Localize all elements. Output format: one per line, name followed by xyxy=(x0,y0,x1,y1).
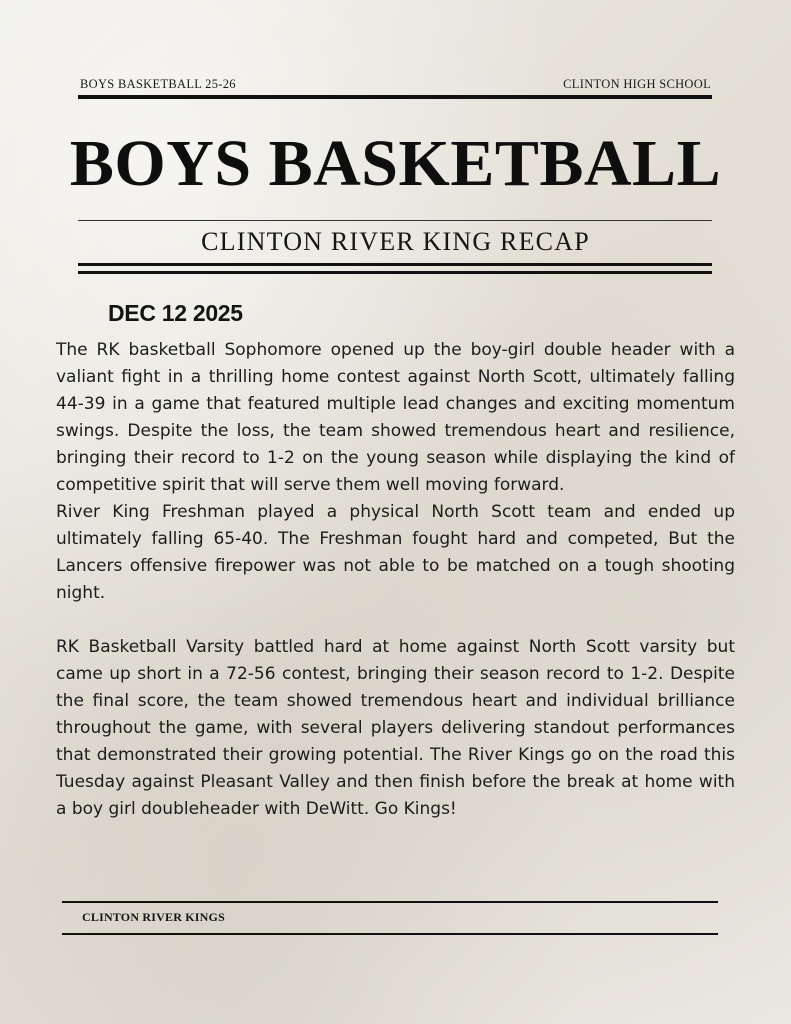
footer-rule-bottom xyxy=(62,933,718,935)
page-subtitle: CLINTON RIVER KING RECAP xyxy=(201,227,590,256)
paragraph-varsity: RK Basketball Varsity battled hard at home against North Scott varsity but came up short in a 72-56 contest, bringing their season record to 1-2. Despite the final score, the team showed tremendous heart and individual brilliance throughout the game, with several players delivering standout performances that demonstrated their growing potential. The River Kings go on the road this Tuesday against Pleasant Valley and then finish before the break at home with a boy girl doubleheader with DeWitt. Go Kings! xyxy=(56,637,735,819)
title-divider xyxy=(78,220,712,221)
page-title: BOYS BASKETBALL xyxy=(69,127,722,200)
article-body xyxy=(56,337,735,823)
header-rule xyxy=(78,95,712,99)
footer-rule-top xyxy=(62,901,718,903)
subtitle-rule-top xyxy=(78,263,712,266)
footer-label: CLINTON RIVER KINGS xyxy=(82,910,225,924)
season-label: BOYS BASKETBALL 25-26 xyxy=(80,77,236,91)
subtitle-rule-bottom xyxy=(78,271,712,274)
paragraph-sophomore: The RK basketball Sophomore opened up the boy-girl double header with a valiant fight in a thrilling home contest against North Scott, ultimately falling 44-39 in a game that featured multiple lead changes and exciting momentum swings. Despite the loss, the team showed tremendous heart and resilience, bringing their record to 1-2 on the young season while displaying the kind of competitive spirit that will serve them well moving forward. xyxy=(56,340,735,495)
paragraph-freshman: River King Freshman played a physical North Scott team and ended up ultimately falling 65-40. The Freshman fought hard and competed, But the Lancers offensive firepower was not able to be matched on a tough shooting night. xyxy=(56,502,735,603)
school-label: CLINTON HIGH SCHOOL xyxy=(563,77,711,91)
article-date: DEC 12 2025 xyxy=(108,300,243,326)
paragraph-spacer xyxy=(56,607,735,634)
